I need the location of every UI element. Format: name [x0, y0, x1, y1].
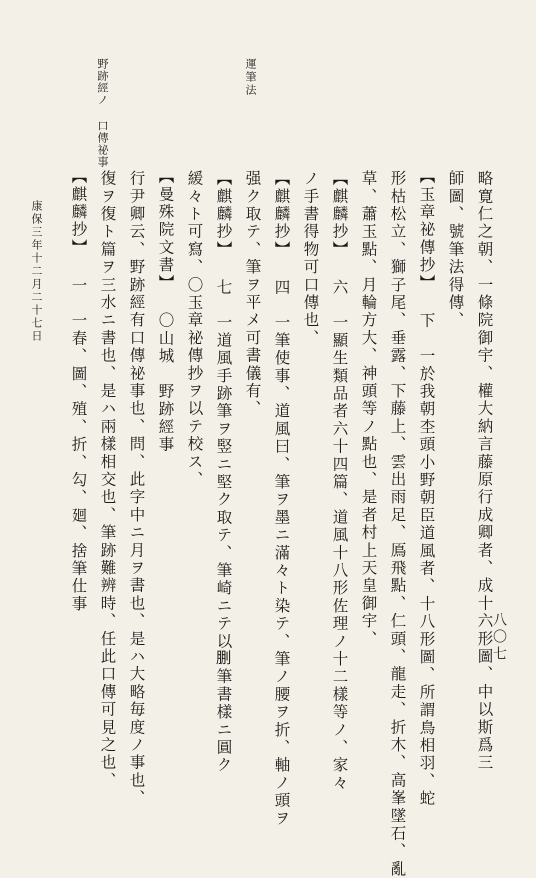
text-column-4: 形枯松立、獅子尾、垂露、下藤上、雲出雨足、鳫飛點、仁頭、龍走、折木、高峯墜石、亂 [388, 170, 407, 878]
text-column-7: ノ手書得物可口傳也、 [301, 170, 320, 347]
text-column-9: 强ク取テ、筆ヲ平メ可書儀有、 [243, 170, 262, 418]
text-column-10: 【麒麟抄】 七 一道風手跡筆ヲ竪ニ堅ク取テ、筆崎ニテ以𠜳筆書樣ニ圓ク [214, 170, 233, 775]
date-line: 康保三年十二月二十七日 [30, 200, 43, 343]
page-number: 八〇七 [491, 612, 507, 663]
text-column-5: 草、蕭玉點、月輪方大、神頭等ノ點也、是者村上天皇御宇、 [359, 170, 378, 648]
text-column-2: 師圖、號筆法得傳、 [446, 170, 465, 330]
text-column-6: 【麒麟抄】 六 一顯生類品者六十四篇、道風十八形佐理ノ十二樣等ノ、家々 [330, 170, 349, 792]
running-header-center: 運筆法 [244, 58, 257, 97]
text-column-3: 【玉章祕傳抄】 下 一於我朝杢頭小野朝臣道風者、十八形圖、所謂鳥相羽、蛇 [417, 168, 436, 808]
text-column-15: 【麒麟抄】 一 一春、圖、殖、折、勾、廻、捨筆仕事 [69, 168, 88, 613]
text-column-8: 【麒麟抄】 四 一筆使事、道風曰、筆ヲ墨ニ滿々ト染テ、筆ノ腰ヲ折、軸ノ頭ヲ [272, 170, 291, 828]
text-column-11: 緩々ト可寫、〇玉章祕傳抄ヲ以テ校ス、 [185, 170, 204, 489]
text-column-14: 復ヲ復ト篇ヲ三水ニ書也、是ハ兩樣相交也、筆跡難辨時、任此口傳可見之也、 [98, 170, 117, 790]
text-column-13: 行尹卿云、野跡經有口傳祕事也、問、此字中ニ月ヲ書也、是ハ大略毎度ノ事也、 [127, 170, 146, 808]
text-column-1: 略寛仁之朝、一條院御宇、權大納言藤原行成卿者、成十六形圖、中以斯爲三 [475, 170, 494, 772]
text-column-12: 【曼殊院文書】 〇山城 野跡經事 [156, 168, 175, 454]
running-header-left-line1: 野跡經ノ [96, 58, 109, 106]
running-header-left-line2: 口傳祕事 [96, 120, 109, 168]
running-header-left [97, 58, 108, 168]
